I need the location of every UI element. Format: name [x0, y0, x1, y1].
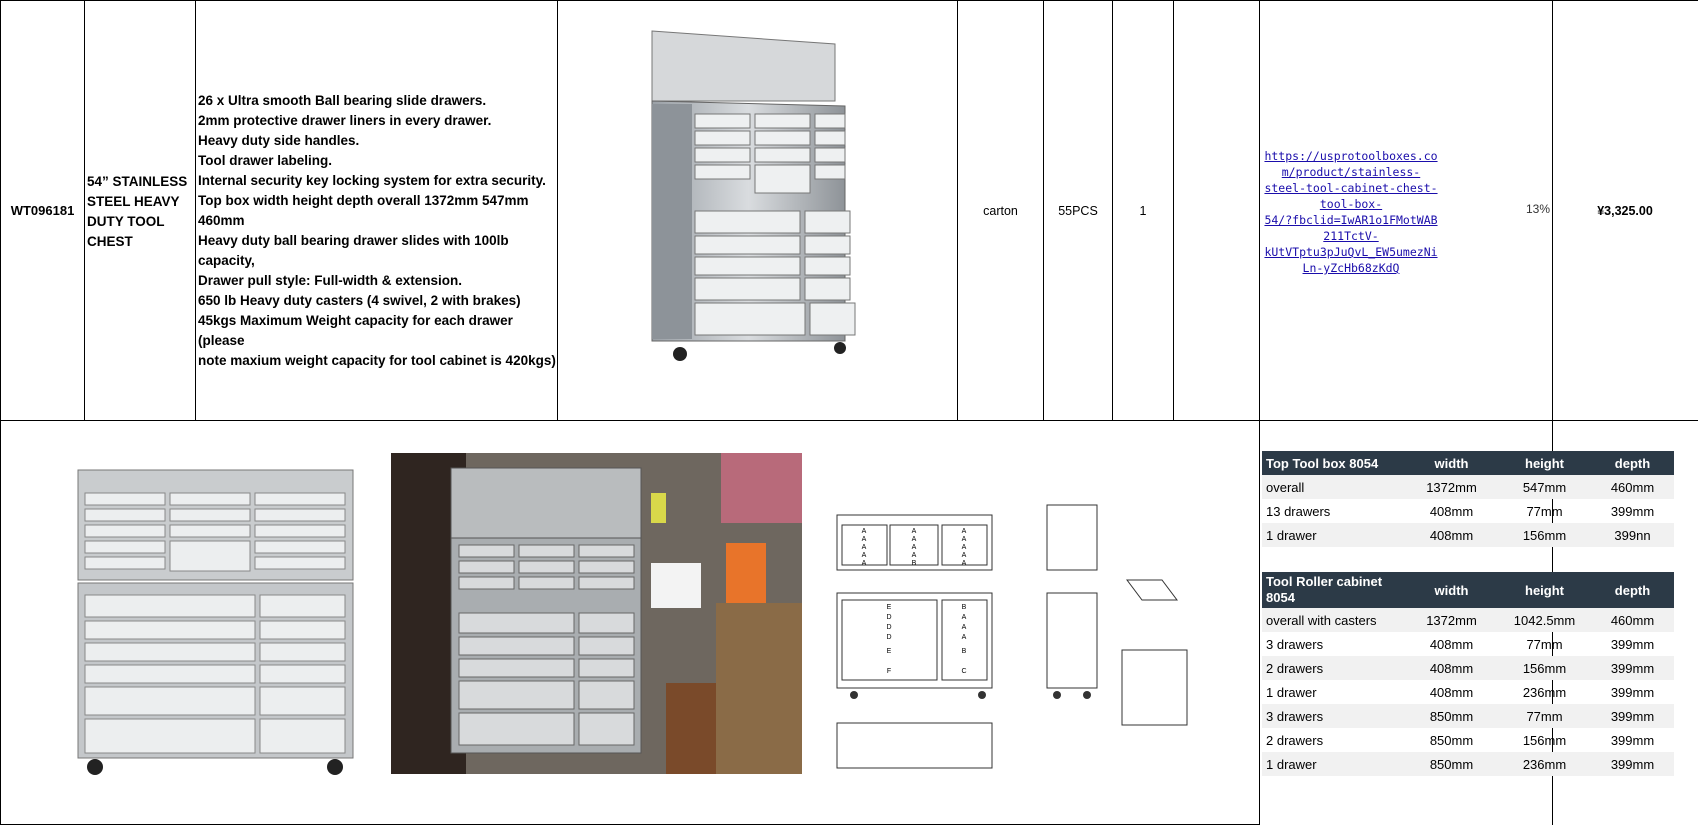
table-cell: 850mm — [1405, 704, 1498, 728]
table-top-border — [0, 0, 1698, 1]
diagram-drawer-letter: F — [886, 668, 892, 675]
description-line: 460mm — [198, 213, 245, 228]
diagram-drawer-letter: B — [961, 604, 967, 611]
table-cell: 77mm — [1526, 503, 1563, 519]
name-line: STEEL HEAVY — [87, 194, 180, 209]
table-cell: 460mm — [1591, 608, 1674, 632]
table-cell: 1372mm — [1405, 475, 1498, 499]
table-cell: overall with casters — [1262, 608, 1405, 632]
table-cell: 399mm — [1610, 636, 1655, 652]
table-cell: 399mm — [1610, 503, 1655, 519]
link-line[interactable]: m/product/stainless- — [1281, 165, 1421, 179]
moq-text: 1 — [1139, 203, 1147, 218]
table-cell: 460mm — [1591, 475, 1674, 499]
diagram-drawer-letter: E — [886, 604, 892, 611]
qty-text: 55PCS — [1058, 203, 1098, 218]
price-text: ¥3,325.00 — [1597, 203, 1653, 218]
diagram-drawer-letter: A — [861, 544, 867, 551]
table-cell: 1 drawer — [1262, 523, 1405, 547]
roller-cabinet-spec-table — [1262, 572, 1674, 776]
table-cell: 1 drawer — [1262, 752, 1405, 776]
table-cell: 399mm — [1591, 752, 1674, 776]
cabinet-front-photo — [70, 465, 360, 780]
table-cell: 850mm — [1429, 732, 1474, 748]
link-line[interactable]: 211TctV- — [1323, 229, 1379, 243]
diagram-drawer-letter: A — [861, 536, 867, 543]
dimension-drawing — [832, 495, 1192, 775]
table-cell: 408mm — [1405, 656, 1498, 680]
diagram-drawer-letter: A — [861, 552, 867, 559]
description-cell — [198, 91, 556, 371]
table-cell: overall — [1262, 475, 1405, 499]
garage-photo — [391, 453, 802, 774]
table-row — [1262, 704, 1674, 728]
col-border-3 — [557, 0, 558, 420]
product-name-cell — [87, 172, 193, 252]
table-cell: 2 drawers — [1266, 732, 1324, 748]
diagram-drawer-letter: D — [886, 624, 892, 631]
table-cell: 236mm — [1522, 684, 1567, 700]
col-border-1 — [84, 0, 85, 420]
description-line: 26 x Ultra smooth Ball bearing slide drawers. — [198, 93, 487, 108]
diagram-drawer-letter: D — [886, 614, 892, 621]
description-line: Internal security key locking system for extra security. — [198, 173, 546, 188]
table-header: Tool Roller cabinet 8054 — [1262, 572, 1405, 608]
table-cell: 1042.5mm — [1498, 608, 1591, 632]
description-line: 650 lb Heavy duty casters (4 swivel, 2 with brakes) — [198, 293, 521, 308]
diagram-drawer-letter: A — [961, 614, 967, 621]
name-line: 54” STAINLESS — [87, 174, 188, 189]
moq-cell — [1113, 1, 1173, 420]
diagram-drawer-letter: A — [861, 560, 867, 567]
diagram-drawer-letter: A — [911, 552, 917, 559]
table-row — [1262, 656, 1674, 680]
diagram-drawer-letter: A — [961, 528, 967, 535]
diagram-drawer-letter: A — [861, 528, 867, 535]
table-header: width — [1405, 451, 1498, 475]
description-line: note maxium weight capacity for tool cabinet is 420kgs) — [198, 353, 556, 368]
table-row — [1262, 752, 1674, 776]
table-header: Top Tool box 8054 — [1262, 451, 1405, 475]
top-box-spec-table — [1262, 451, 1674, 547]
table-cell: 156mm — [1522, 732, 1567, 748]
link-line[interactable]: kUtVTptu3pJuQvL_EW5umezNi — [1264, 245, 1438, 259]
table-row — [1262, 608, 1674, 632]
diagram-drawer-letter: D — [886, 634, 892, 641]
table-header: depth — [1591, 572, 1674, 608]
description-line: 2mm protective drawer liners in every drawer. — [198, 113, 492, 128]
table-header: height — [1498, 451, 1591, 475]
table-cell: 236mm — [1498, 752, 1591, 776]
diagram-drawer-letter: A — [961, 624, 967, 631]
price-cell — [1553, 1, 1697, 420]
table-cell: 408mm — [1429, 503, 1474, 519]
diagram-drawer-letter: A — [961, 560, 967, 567]
diagram-drawer-letter: C — [961, 668, 967, 675]
table-cell: 1 drawer — [1266, 684, 1317, 700]
table-cell: 399mm — [1591, 656, 1674, 680]
table-row — [1262, 523, 1674, 547]
description-line: 45kgs Maximum Weight capacity for each drawer (please — [198, 313, 513, 348]
percent-text: 13% — [1525, 202, 1550, 216]
diagram-drawer-letter: A — [961, 536, 967, 543]
table-row — [1262, 632, 1674, 656]
description-line: Tool drawer labeling. — [198, 153, 333, 168]
table-cell: 77mm — [1526, 636, 1563, 652]
diagram-drawer-letter: A — [961, 634, 967, 641]
row-divider — [0, 420, 1698, 421]
table-cell: 408mm — [1429, 636, 1474, 652]
link-line[interactable]: tool-box- — [1319, 197, 1383, 211]
table-row — [1262, 728, 1674, 752]
table-cell: 408mm — [1429, 684, 1474, 700]
link-line[interactable]: Ln-yZcHb68zKdQ — [1302, 261, 1400, 275]
table-cell: 408mm — [1405, 523, 1498, 547]
table-header: depth — [1591, 451, 1674, 475]
sku-text: WT096181 — [10, 203, 75, 218]
col-border-2 — [195, 0, 196, 420]
table-cell: 547mm — [1498, 475, 1591, 499]
diagram-drawer-letter: E — [886, 648, 892, 655]
table-cell: 2 drawers — [1262, 656, 1405, 680]
table-header: width — [1405, 572, 1498, 608]
link-line[interactable]: steel-tool-cabinet-chest- — [1264, 181, 1438, 195]
product-link[interactable] — [1262, 148, 1440, 276]
table-cell: 156mm — [1498, 523, 1591, 547]
diagram-drawer-letter: B — [911, 560, 917, 567]
name-line: DUTY TOOL — [87, 214, 165, 229]
diagram-drawer-letter: A — [961, 552, 967, 559]
sku-cell — [1, 1, 84, 420]
table-cell: 3 drawers — [1266, 636, 1324, 652]
table-cell: 156mm — [1498, 656, 1591, 680]
table-cell: 399mm — [1591, 704, 1674, 728]
col-border-7 — [1173, 0, 1174, 420]
product-photo — [640, 26, 900, 366]
table-header: height — [1498, 572, 1591, 608]
diagram-drawer-letter: A — [911, 536, 917, 543]
table-cell: 399mm — [1610, 684, 1655, 700]
table-cell: 399mm — [1610, 732, 1655, 748]
description-line: Heavy duty side handles. — [198, 133, 360, 148]
table-row — [1262, 680, 1674, 704]
diagram-drawer-letter: A — [911, 528, 917, 535]
table-row — [1262, 475, 1674, 499]
diagram-drawer-letter: A — [961, 544, 967, 551]
link-line[interactable]: https://usprotoolboxes.co — [1264, 149, 1438, 163]
diagram-drawer-letter: A — [911, 544, 917, 551]
table-cell: 1372mm — [1405, 608, 1498, 632]
qty-cell — [1044, 1, 1112, 420]
table-cell: 399nn — [1591, 523, 1674, 547]
description-line: Heavy duty ball bearing drawer slides with 100lb capacity, — [198, 233, 509, 268]
col-border-8 — [1259, 0, 1260, 825]
name-line: CHEST — [87, 234, 133, 249]
packing-text: carton — [983, 203, 1018, 218]
packing-cell — [958, 1, 1043, 420]
description-line: Drawer pull style: Full-width & extension. — [198, 273, 463, 288]
table-cell: 850mm — [1405, 752, 1498, 776]
table-cell: 13 drawers — [1266, 503, 1331, 519]
table-row — [1262, 499, 1674, 523]
percent-cell — [1500, 202, 1550, 216]
table-cell: 3 drawers — [1262, 704, 1405, 728]
table-cell: 77mm — [1498, 704, 1591, 728]
diagram-drawer-letter: B — [961, 648, 967, 655]
link-line[interactable]: 54/?fbclid=IwAR1o1FMotWAB — [1264, 213, 1438, 227]
description-line: Top box width height depth overall 1372mm 547mm — [198, 193, 529, 208]
